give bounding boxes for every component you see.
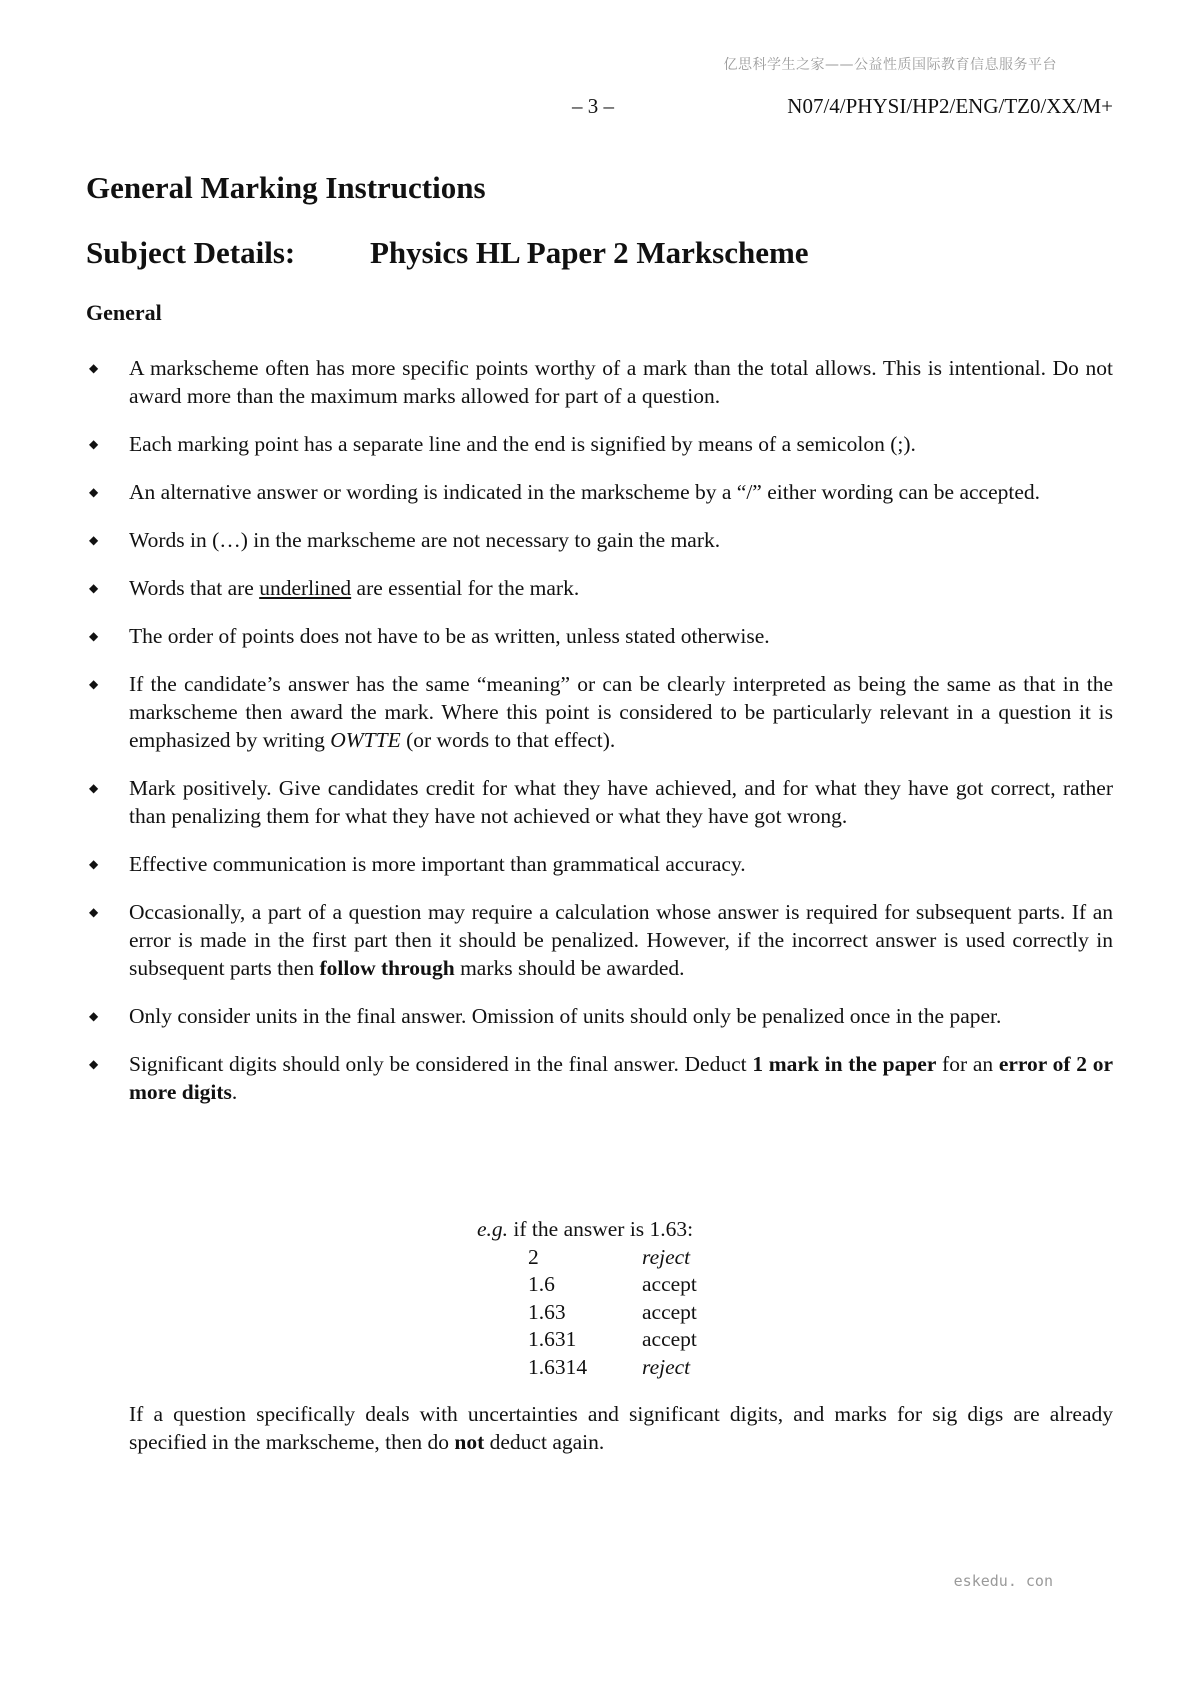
section-heading: General [86, 300, 162, 325]
rule-text [129, 1052, 1113, 1104]
rule-item [86, 478, 1113, 506]
rule-text-before: If the candidate’s answer has the same “meaning” or can be clearly interpreted as being the same as that in the markscheme then award the mark. Where this point is considered to be particularly relevant in a question it is emphasized by writing [129, 672, 1113, 752]
rule-text-before: Words that are [129, 576, 260, 600]
rule-text: Each marking point has a separate line and the end is signified by means of a semicolon (;). [129, 432, 916, 456]
diamond-bullet-icon: ◆ [89, 677, 99, 691]
rule-text-before: Significant digits should only be considered in the final answer. Deduct [129, 1052, 753, 1076]
example-row [477, 1271, 697, 1299]
example-row [477, 1326, 697, 1354]
rule-item [86, 574, 1113, 602]
example-intro [477, 1216, 697, 1244]
example-row [477, 1299, 697, 1327]
sig-digits-example [477, 1216, 697, 1381]
diamond-bullet-icon: ◆ [89, 485, 99, 499]
rule-text-after: are essential for the mark. [351, 576, 580, 600]
rule-text: An alternative answer or wording is indicated in the markscheme by a “/” either wording can be accepted. [129, 480, 1040, 504]
page-title: General Marking Instructions [86, 170, 486, 205]
rule-text: Effective communication is more important than grammatical accuracy. [129, 852, 746, 876]
document-code: N07/4/PHYSI/HP2/ENG/TZ0/XX/M+ [787, 94, 1113, 118]
example-value: 2 [528, 1244, 539, 1269]
rule-text: Words in (…) in the markscheme are not necessary to gain the mark. [129, 528, 721, 552]
marking-rules-list [86, 354, 1113, 1126]
example-value: 1.6314 [528, 1354, 588, 1379]
page-number: – 3 – [572, 94, 614, 118]
rule-item [86, 622, 1113, 650]
underlined-word: underlined [259, 576, 352, 600]
example-verdict: accept [642, 1272, 697, 1296]
italic-term: OWTTE [330, 728, 401, 752]
example-verdict: reject [642, 1244, 691, 1269]
subject-label: Subject Details: [86, 235, 296, 270]
rule-text: A markscheme often has more specific points worthy of a mark than the total allows. This is intentional. Do not award more than the maximum marks allowed for part of a question. [129, 356, 1113, 408]
example-value: 1.631 [528, 1327, 577, 1351]
example-row [477, 1244, 697, 1272]
example-value: 1.6 [528, 1272, 555, 1296]
rule-item [86, 1050, 1113, 1106]
example-intro-rest: if the answer is 1.63: [508, 1217, 694, 1241]
rule-item [86, 850, 1113, 878]
rule-text-after: . [231, 1080, 238, 1104]
example-row [477, 1354, 697, 1382]
rule-item [86, 898, 1113, 982]
note-after: deduct again. [484, 1430, 605, 1454]
diamond-bullet-icon: ◆ [89, 857, 99, 871]
example-verdict: accept [642, 1327, 697, 1351]
rule-text: The order of points does not have to be as written, unless stated otherwise. [129, 624, 770, 648]
watermark-top: 亿思科学生之家——公益性质国际教育信息服务平台 [723, 57, 1057, 73]
rule-item [86, 430, 1113, 458]
rule-item [86, 1002, 1113, 1030]
bold-term: follow through [319, 956, 455, 980]
example-intro-italic: e.g. [477, 1217, 509, 1241]
diamond-bullet-icon: ◆ [89, 629, 99, 643]
diamond-bullet-icon: ◆ [89, 1057, 99, 1071]
diamond-bullet-icon: ◆ [89, 361, 99, 375]
note-bold: not [454, 1430, 485, 1454]
rule-item [86, 774, 1113, 830]
watermark-bottom: eskedu. con [953, 1572, 1053, 1590]
note-before: If a question specifically deals with uncertainties and significant digits, and marks for sig digs are already specified in the markscheme, then do [129, 1402, 1113, 1454]
rule-item [86, 670, 1113, 754]
rule-text-after: marks should be awarded. [454, 956, 685, 980]
diamond-bullet-icon: ◆ [89, 437, 99, 451]
rule-text-mid: for an [936, 1052, 999, 1076]
bold-term: 1 mark in the paper [752, 1052, 937, 1076]
example-value: 1.63 [528, 1299, 566, 1324]
rule-text [129, 900, 1113, 980]
diamond-bullet-icon: ◆ [89, 581, 99, 595]
rule-text [129, 576, 579, 600]
uncertainty-note [129, 1400, 1113, 1456]
bold-term: error of 2 or more digits [129, 1052, 1113, 1104]
rule-text: Only consider units in the final answer. Omission of units should only be penalized once in the paper. [129, 1004, 1002, 1028]
rule-text: Mark positively. Give candidates credit for what they have achieved, and for what they have got correct, rather than penalizing them for what they have not achieved or what they have got wrong. [129, 776, 1113, 828]
subject-details [86, 235, 809, 271]
rule-item [86, 526, 1113, 554]
diamond-bullet-icon: ◆ [89, 1009, 99, 1023]
diamond-bullet-icon: ◆ [89, 533, 99, 547]
example-verdict: accept [642, 1299, 697, 1324]
rule-text [129, 672, 1113, 752]
rule-item [86, 354, 1113, 410]
rule-text-after: (or words to that effect). [400, 728, 616, 752]
subject-value: Physics HL Paper 2 Markscheme [370, 235, 809, 270]
example-verdict: reject [642, 1354, 691, 1379]
rule-text-before: Occasionally, a part of a question may require a calculation whose answer is required for subsequent parts. If an error is made in the first part then it should be penalized. However, if the incorrect answer is used correctly in subsequent parts then [129, 900, 1113, 980]
diamond-bullet-icon: ◆ [89, 781, 99, 795]
diamond-bullet-icon: ◆ [89, 905, 99, 919]
